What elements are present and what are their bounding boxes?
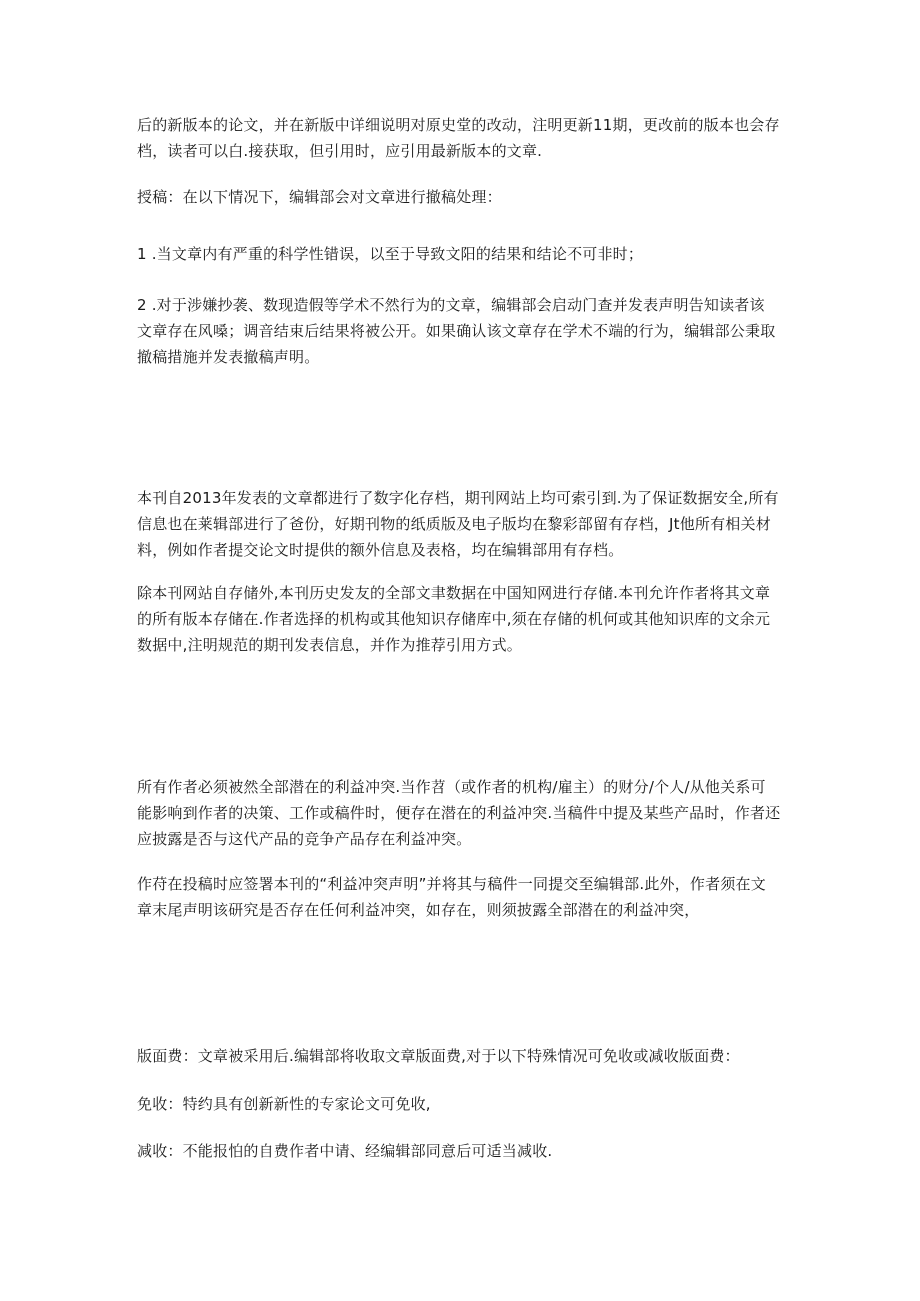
text-line: 撤稿措施并发表撤稿声明。 (137, 348, 320, 366)
paragraph-archive-1 (137, 485, 787, 563)
text-line: 数据中,注明规范的期刊发表信息，并作为推荐引用方式。 (137, 636, 522, 654)
paragraph-revision-note (137, 112, 787, 164)
text-line: 2 .对于涉嫌抄袭、数现造假等学术不然行为的文章，编辑部会启动门查并发表声明告知读者该 (137, 296, 765, 314)
text-line: 免收：特约具有创新新性的专家论文可免收, (137, 1095, 431, 1113)
text-line: 应披露是否与这代产品的竞争产品存在利益冲突。 (137, 830, 472, 848)
text-line: 所有作者必须被然全部潜在的利益冲突.当作苕（或作者的机构/雇主）的财分/个人/从他关系可 (137, 778, 766, 796)
paragraph-page-fee (137, 1043, 787, 1069)
text-line: 授稿：在以下情况下，编辑部会对文章进行撤稿处理： (137, 188, 502, 206)
paragraph-fee-reduction (137, 1138, 787, 1164)
text-line: 作苻在投稿时应签署本刊的“利益冲突声明”并将其与稿件一同提交至编辑部.此外，作者须在文 (137, 875, 766, 893)
paragraph-retraction-item-1 (137, 241, 787, 267)
text-line: 文章存在风嗓；调音结束后结果将被公开。如果确认该文章存在学术不端的行为，编辑部公秉取 (137, 322, 776, 340)
text-line: 信息也在莱辑部进行了爸份，好期刊物的纸质版及电子版均在黎彩部留有存档，Jt他所有相关材 (137, 515, 771, 533)
text-line: 除本刊网站自存储外,本刊历史发友的全部文聿数据在中国知网进行存储.本刊允许作者将其文章 (137, 584, 771, 602)
text-line: 本刊自2013年发表的文章都进行了数字化存档，期刊网站上均可索引到.为了保证数据安全,所有 (137, 489, 779, 507)
paragraph-archive-2 (137, 580, 787, 658)
text-line: 章末尾声明该研究是否存在任何利益冲突，如存在，则须披露全部潜在的利益冲突， (137, 901, 700, 919)
text-line: 版面费：文章被采用后.编辑部将收取文章版面费,对于以下特殊情况可免收或减收版面费： (137, 1047, 740, 1065)
paragraph-fee-waiver (137, 1091, 787, 1117)
paragraph-interest-1 (137, 774, 787, 852)
text-line: 料，例如作者提交论文时提供的额外信息及表格，均在编辑部用有存档。 (137, 541, 624, 559)
text-line: 能影响到作者的决策、工作或稿件时，便存在潜在的利益冲突.当稿件中提及某些产品时，作者还 (137, 804, 781, 822)
text-line: 档，读者可以白.接获取，但引用时，应引用最新版本的文章. (137, 142, 543, 160)
text-line: 的所有版本存储在.作者选择的机构或其他知识存储库中,须在存储的机何或其他知识库的文余元 (137, 610, 771, 628)
paragraph-interest-2 (137, 871, 787, 923)
paragraph-retraction-intro (137, 184, 787, 210)
text-line: 减收：不能报怕的自费作者中请、经编辑部同意后可适当减收. (137, 1142, 553, 1160)
text-line: 后的新版本的论文，并在新版中详细说明对原史堂的改动，注明更新11期，更改前的版本也会存 (137, 116, 780, 134)
paragraph-retraction-item-2 (137, 292, 787, 370)
text-line: 1 .当文章内有严重的科学性错误，以至于导致文阳的结果和结论不可非时； (137, 245, 644, 263)
